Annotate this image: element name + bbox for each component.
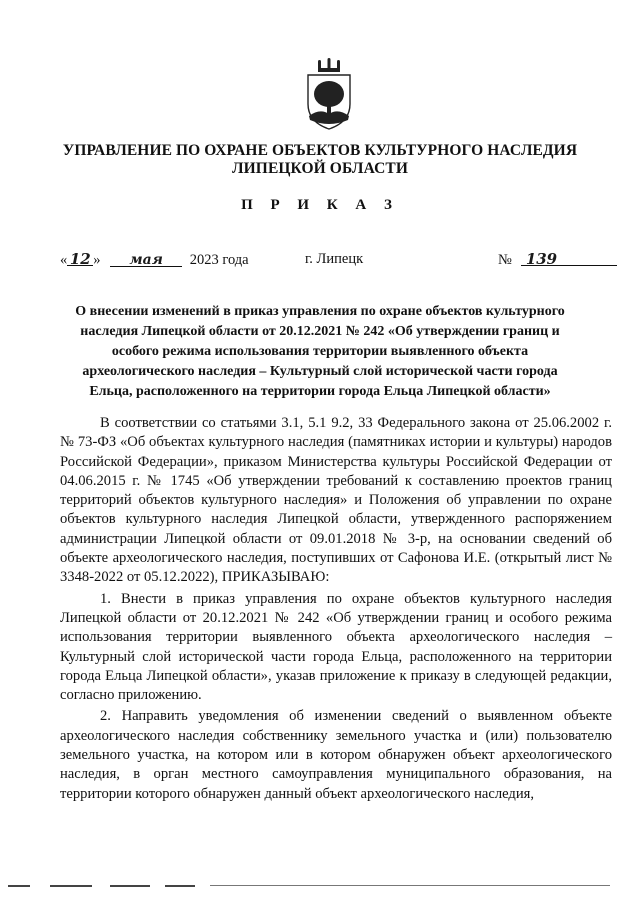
number-field xyxy=(521,250,617,266)
number-label: № xyxy=(498,252,512,268)
order-title: П Р И К А З xyxy=(241,197,399,213)
footer-rule-3 xyxy=(110,885,150,887)
day-handwritten: 12 xyxy=(69,250,91,268)
body-paragraph-preamble: В соответствии со статьями 3.1, 5.1 9.2, 33 Федерального закона от 25.06.2002 г. № 73-ФЗ «Об объектах культурного наследия (памятниках истории и культуры) народов Российской Федерации», приказом Министерства культуры Российской Федерации от 04.06.2015 г. № 1745 «Об утверждении требований к составлению проектов границ территорий объектов культурного наследия» и Положения об управлении по охране объектов культурного наследия Липецкой области, утвержденного распоряжением администрации Липецкой области от 09.01.2018 № 3-р, на основании сведений об объекте археологического наследия, поступивших от Сафонова И.Е. (открытый лист № 3348-2022 от 05.12.2022), ПРИКАЗЫВАЮ: xyxy=(60,415,612,586)
order-number xyxy=(498,250,617,269)
org-line-1: УПРАВЛЕНИЕ ПО ОХРАНЕ ОБЪЕКТОВ КУЛЬТУРНОГО НАСЛЕДИЯ xyxy=(62,142,578,159)
year-text: 2023 года xyxy=(189,252,249,268)
organization-name xyxy=(40,142,600,178)
quote-open: « xyxy=(60,252,68,268)
footer-rule-4 xyxy=(165,885,195,887)
order-date xyxy=(60,250,249,269)
month-handwritten: мая xyxy=(129,252,163,268)
footer-rule-1 xyxy=(8,885,30,887)
subject-line-3: особого режима использования территории выявленного объекта xyxy=(111,344,529,359)
body-paragraph-item-2: 2. Направить уведомления об изменении сведений о выявленном объекте археологического наследия собственнику земельного участка и (или) пользователю земельного участка, на котором или в котором обнаружен объект археологического наследия, в орган местного самоуправления муниципального образования, на территории которого обнаружен данный объект археологического наследия, xyxy=(60,708,612,802)
footer-rule-5 xyxy=(210,885,610,886)
order-subject xyxy=(44,302,596,402)
footer-rule-2 xyxy=(50,885,92,887)
subject-line-5: Ельца, расположенного на территории города Ельца Липецкой области» xyxy=(89,384,551,399)
subject-line-2: наследия Липецкой области от 20.12.2021 № 242 «Об утверждении границ и xyxy=(80,324,560,339)
number-handwritten: 139 xyxy=(525,250,558,268)
subject-line-4: археологического наследия – Культурный слой исторической части города xyxy=(82,364,558,379)
order-body xyxy=(60,414,612,806)
quote-close: » xyxy=(93,252,101,268)
subject-line-1: О внесении изменений в приказ управления по охране объектов культурного xyxy=(75,304,565,319)
day-field xyxy=(67,250,93,266)
org-line-2: ЛИПЕЦКОЙ ОБЛАСТИ xyxy=(232,160,408,177)
order-city: г. Липецк xyxy=(305,251,364,267)
coat-of-arms-emblem xyxy=(300,58,358,132)
body-paragraph-item-1: 1. Внести в приказ управления по охране объектов культурного наследия Липецкой области от 20.12.2021 № 242 «Об утверждении границ и особого режима использования территории выявленного объекта археологического наследия – Культурный слой исторической части города Ельца, расположенного на территории города Ельца Липецкой области», указав приложение к приказу в следующей редакции, согласно приложению. xyxy=(60,590,612,704)
month-field xyxy=(110,251,182,267)
